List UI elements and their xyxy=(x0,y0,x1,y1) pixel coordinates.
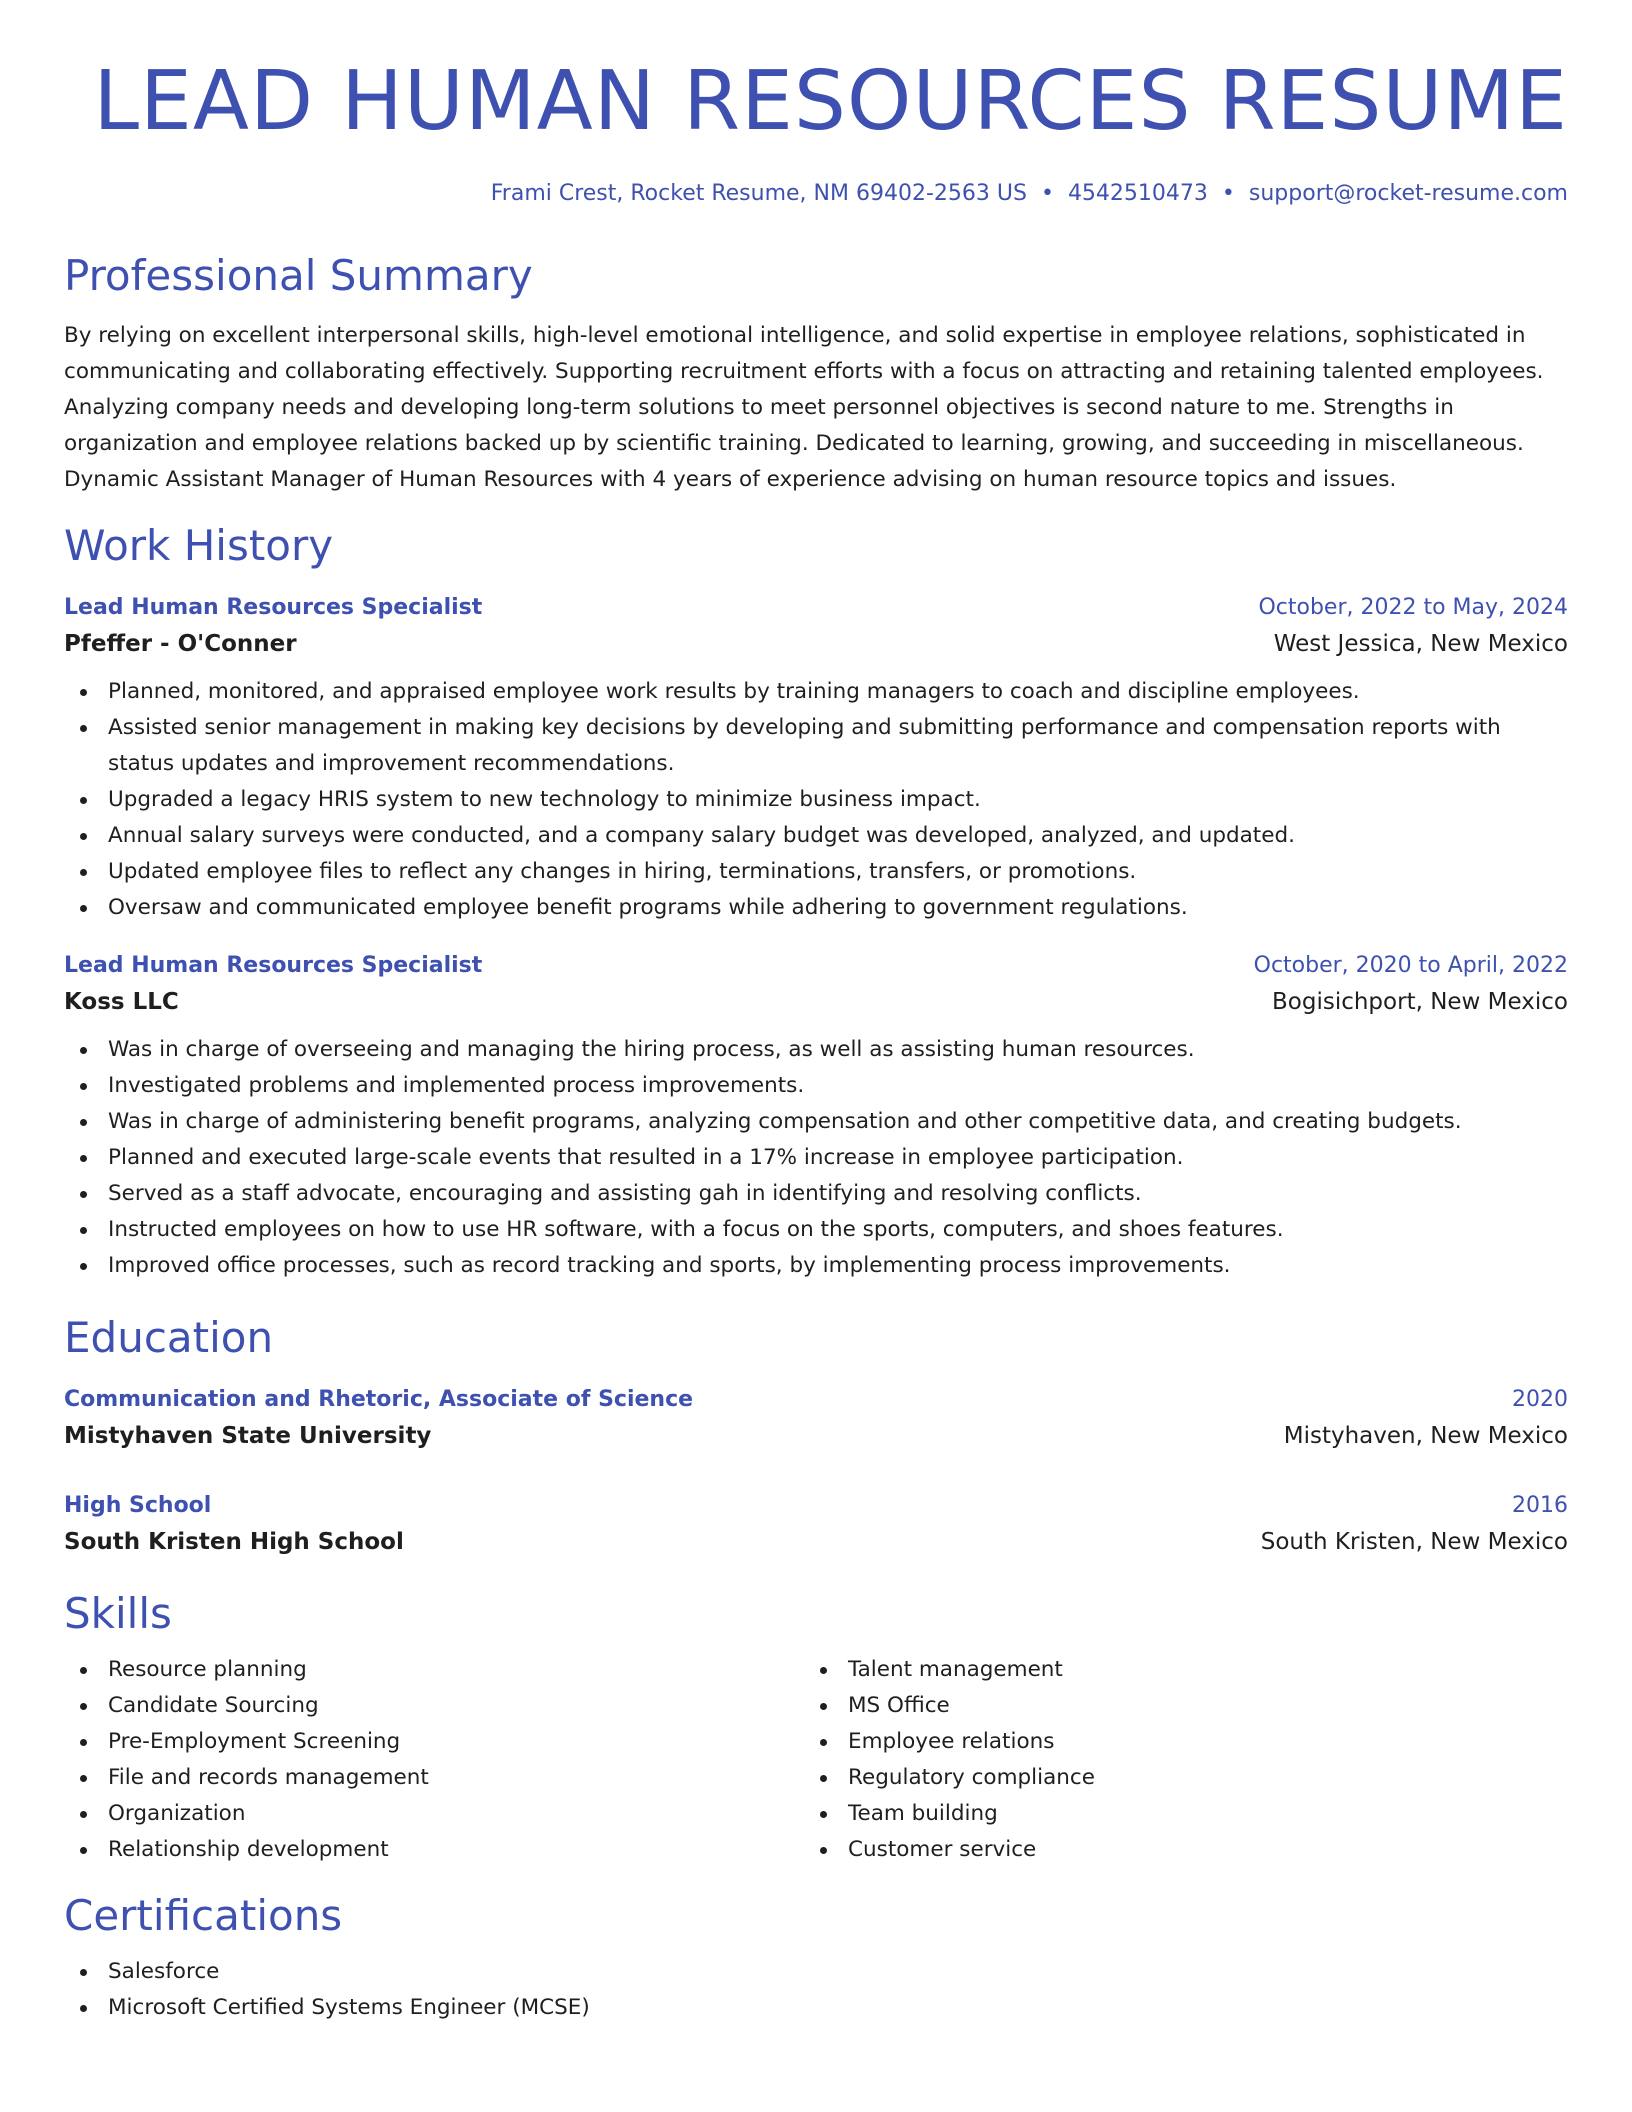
job-bullet: Upgraded a legacy HRIS system to new technology to minimize business impact. xyxy=(108,782,1568,818)
skill-item: Regulatory compliance xyxy=(848,1760,1544,1796)
education-degree: High School xyxy=(64,1493,212,1518)
job-company: Pfeffer - O'Conner xyxy=(64,631,297,657)
contact-separator: • xyxy=(1040,181,1054,206)
certifications-heading: Certifications xyxy=(64,1891,343,1940)
work-history-heading: Work History xyxy=(64,521,334,570)
education-degree-row xyxy=(64,1488,1568,1524)
contact-line xyxy=(64,178,1568,210)
job-company: Koss LLC xyxy=(64,989,179,1015)
certifications-list xyxy=(64,1954,1568,2026)
skill-item: Resource planning xyxy=(108,1652,804,1688)
certification-item: Salesforce xyxy=(108,1954,1568,1990)
job-bullet: Annual salary surveys were conducted, and a company salary budget was developed, analyzed, and updated. xyxy=(108,818,1568,854)
skills-list xyxy=(804,1652,1544,1868)
job-bullet: Was in charge of overseeing and managing the hiring process, as well as assisting human resources. xyxy=(108,1032,1568,1068)
contact-email[interactable]: support@rocket-resume.com xyxy=(1248,181,1568,206)
summary-text: By relying on excellent interpersonal skills, high-level emotional intelligence, and solid expertise in employee relations, sophisticated in communicating and collaborating effectively. Supporting recruitment efforts with a focus on attracting and retaining talented employees. Analyzing company needs and developing long-term solutions to meet personnel objectives is second nature to me. Strengths in organization and employee relations backed up by scientific training. Dedicated to learning, growing, and succeeding in miscellaneous. Dynamic Assistant Manager of Human Resources with 4 years of experience advising on human resource topics and issues. xyxy=(64,323,1544,492)
skill-item: Organization xyxy=(108,1796,804,1832)
education-entry xyxy=(64,1382,1568,1454)
job-title-row xyxy=(64,590,1568,626)
resume-title: LEAD HUMAN RESOURCES RESUME xyxy=(93,54,1568,149)
education-school-row xyxy=(64,1418,1568,1454)
skill-item: Talent management xyxy=(848,1652,1544,1688)
education-school-row xyxy=(64,1524,1568,1560)
skills-grid xyxy=(64,1652,1568,1868)
education-heading: Education xyxy=(64,1313,274,1362)
job-bullet: Served as a staff advocate, encouraging and assisting gah in identifying and resolving conflicts. xyxy=(108,1176,1568,1212)
job-dates: October, 2022 to May, 2024 xyxy=(1258,595,1568,620)
education-location: South Kristen, New Mexico xyxy=(1260,1529,1568,1555)
education-year: 2016 xyxy=(1512,1493,1568,1518)
skill-item: Pre-Employment Screening xyxy=(108,1724,804,1760)
education-location: Mistyhaven, New Mexico xyxy=(1283,1423,1568,1449)
skill-item: Relationship development xyxy=(108,1832,804,1868)
skills-heading: Skills xyxy=(64,1589,172,1638)
skills-list xyxy=(64,1652,804,1868)
education-entry xyxy=(64,1488,1568,1560)
skill-item: File and records management xyxy=(108,1760,804,1796)
job-bullet: Instructed employees on how to use HR software, with a focus on the sports, computers, and shoes features. xyxy=(108,1212,1568,1248)
education-school: South Kristen High School xyxy=(64,1529,404,1555)
job-bullet: Investigated problems and implemented process improvements. xyxy=(108,1068,1568,1104)
job-company-row xyxy=(64,984,1568,1020)
job-company-row xyxy=(64,626,1568,662)
job-title: Lead Human Resources Specialist xyxy=(64,595,483,620)
skill-item: Candidate Sourcing xyxy=(108,1688,804,1724)
job-location: Bogisichport, New Mexico xyxy=(1272,989,1568,1015)
education-school: Mistyhaven State University xyxy=(64,1423,432,1449)
job-title: Lead Human Resources Specialist xyxy=(64,953,483,978)
job-bullets xyxy=(64,674,1568,926)
job-bullet: Planned, monitored, and appraised employee work results by training managers to coach and discipline employees. xyxy=(108,674,1568,710)
certification-item: Microsoft Certified Systems Engineer (MCSE) xyxy=(108,1990,1568,2026)
job-bullet: Planned and executed large-scale events that resulted in a 17% increase in employee participation. xyxy=(108,1140,1568,1176)
education-degree-row xyxy=(64,1382,1568,1418)
job-location: West Jessica, New Mexico xyxy=(1273,631,1568,657)
summary-heading: Professional Summary xyxy=(64,251,533,300)
contact-phone: 4542510473 xyxy=(1067,181,1208,206)
job-dates: October, 2020 to April, 2022 xyxy=(1253,953,1568,978)
education-year: 2020 xyxy=(1512,1387,1568,1412)
job-entry xyxy=(64,590,1568,926)
skills-column-right xyxy=(804,1652,1544,1868)
skill-item: MS Office xyxy=(848,1688,1544,1724)
job-bullet: Updated employee files to reflect any changes in hiring, terminations, transfers, or promotions. xyxy=(108,854,1568,890)
education-degree: Communication and Rhetoric, Associate of Science xyxy=(64,1387,694,1412)
skill-item: Employee relations xyxy=(848,1724,1544,1760)
job-title-row xyxy=(64,948,1568,984)
skills-column-left xyxy=(64,1652,804,1868)
job-bullet: Was in charge of administering benefit programs, analyzing compensation and other competitive data, and creating budgets. xyxy=(108,1104,1568,1140)
job-bullet: Oversaw and communicated employee benefit programs while adhering to government regulations. xyxy=(108,890,1568,926)
job-bullet: Assisted senior management in making key decisions by developing and submitting performance and compensation reports with status updates and improvement recommendations. xyxy=(108,710,1568,782)
skill-item: Team building xyxy=(848,1796,1544,1832)
job-entry xyxy=(64,948,1568,1284)
contact-address: Frami Crest, Rocket Resume, NM 69402-2563 US xyxy=(490,181,1027,206)
job-bullet: Improved office processes, such as record tracking and sports, by implementing process improvements. xyxy=(108,1248,1568,1284)
skill-item: Customer service xyxy=(848,1832,1544,1868)
contact-separator: • xyxy=(1221,181,1235,206)
job-bullets xyxy=(64,1032,1568,1284)
